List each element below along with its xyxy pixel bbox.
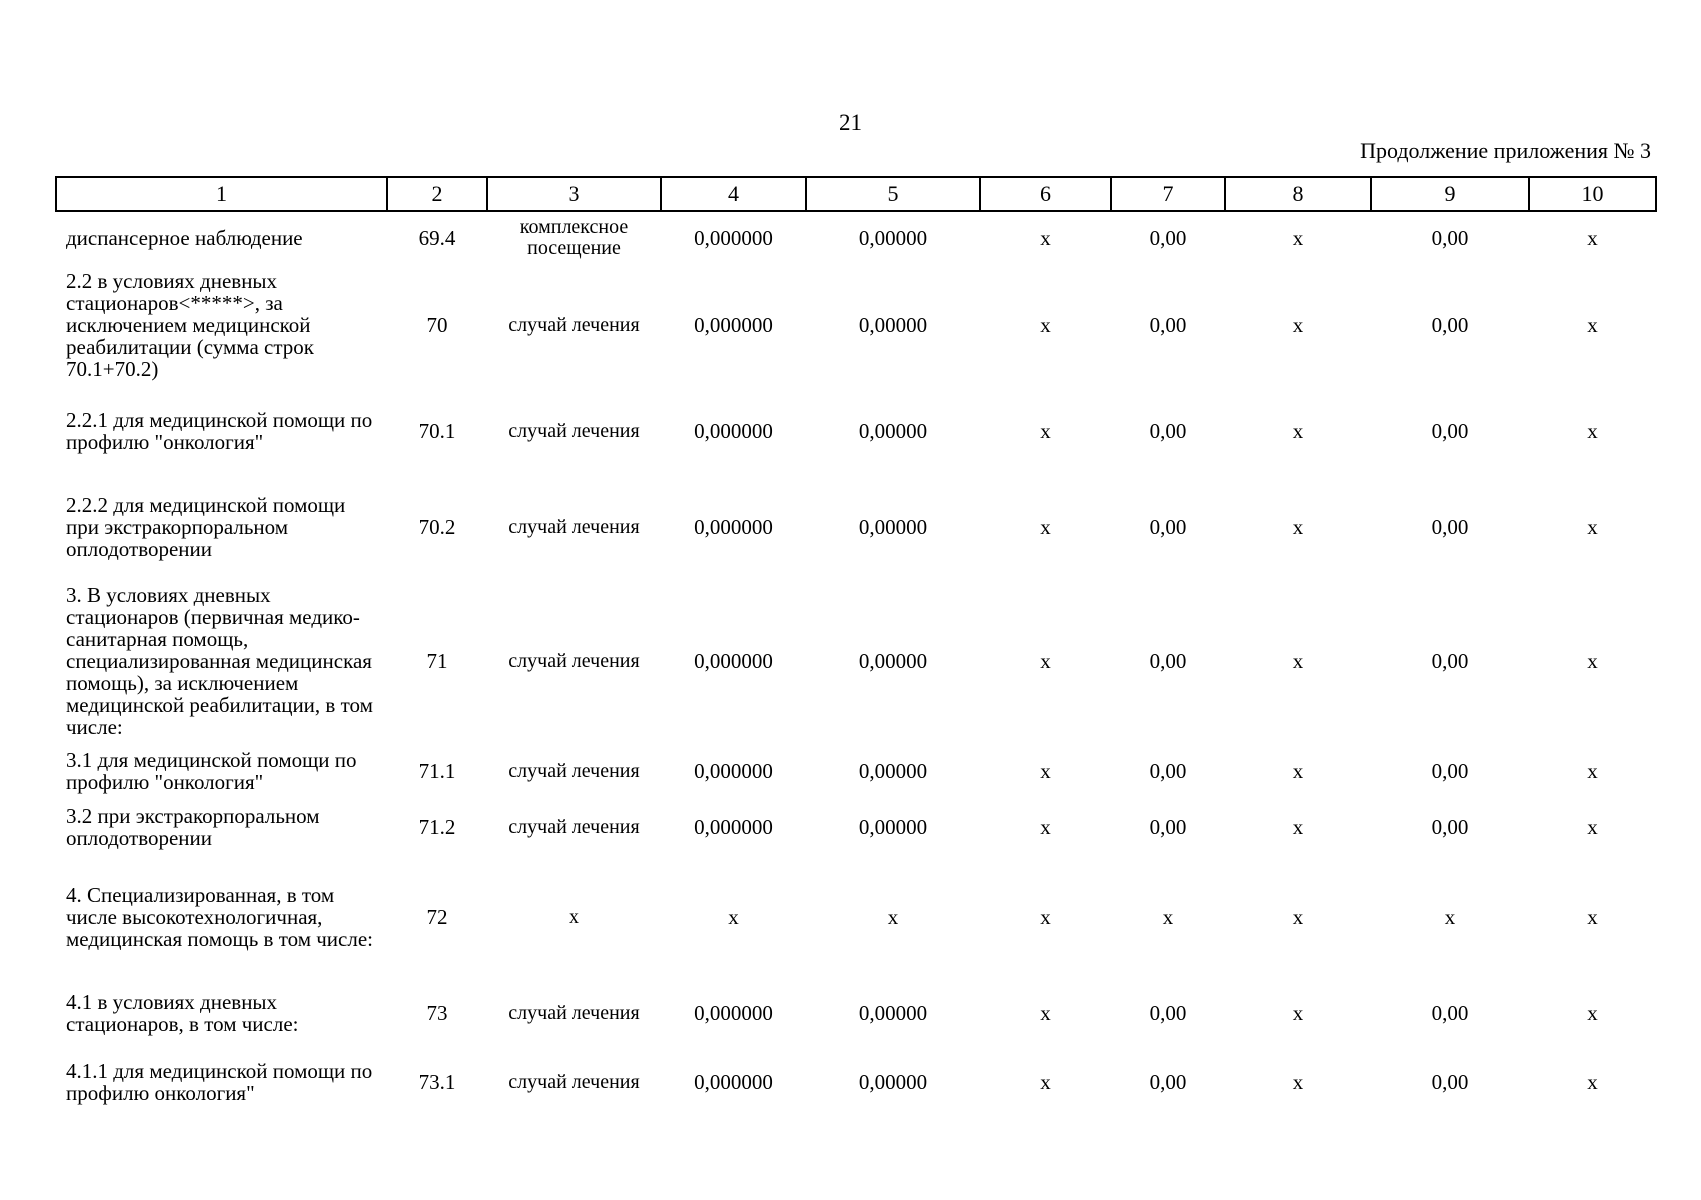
cell-col4: 0,000000 (694, 1070, 773, 1094)
row-unit: x (569, 905, 579, 928)
cell-col10: x (1587, 649, 1598, 673)
cell-col8: x (1292, 815, 1304, 839)
cell-col4: 0,000000 (694, 815, 773, 839)
cell-col4: 0,000000 (694, 419, 773, 443)
cell-col10: x (1587, 1001, 1598, 1025)
cell-col8: x (1292, 1070, 1304, 1094)
table-row (56, 211, 1656, 263)
cell-col7: 0,00 (1149, 815, 1187, 839)
cell-col6: x (1040, 905, 1051, 929)
cell-col4: 0,000000 (694, 1001, 773, 1025)
row-code: 73 (426, 1001, 448, 1025)
row-unit: случай лечения (508, 419, 640, 442)
cell-col8: x (1292, 905, 1304, 929)
row-description: 2.2 в условиях дневных стационаров<*****>, за исключением медицинской реабилитации (сумма строк 70.1+70.2) (66, 269, 314, 381)
row-unit: случай лечения (508, 759, 640, 782)
cell-col7: 0,00 (1149, 759, 1187, 783)
cell-col10: x (1587, 313, 1598, 337)
row-description: 3. В условиях дневных стационаров (первичная медико-санитарная помощь, специализированная медицинская помощь), за исключением медицинской реабилитации, в том числе: (66, 583, 373, 739)
cell-col7: 0,00 (1149, 313, 1187, 337)
row-unit: случай лечения (508, 313, 640, 336)
table-row (56, 855, 1656, 979)
cell-col10: x (1587, 905, 1598, 929)
cell-col5: 0,00000 (858, 649, 928, 673)
cell-col10: x (1587, 1070, 1598, 1094)
row-unit: случай лечения (508, 815, 640, 838)
cell-col5: 0,00000 (858, 419, 928, 443)
row-code: 69.4 (418, 225, 456, 250)
column-header: 2 (387, 177, 487, 211)
cell-col5: 0,00000 (858, 815, 928, 839)
cell-col7: 0,00 (1149, 515, 1187, 539)
cell-col5: 0,00000 (858, 759, 928, 783)
cell-col7: 0,00 (1149, 1001, 1187, 1025)
column-header: 10 (1529, 177, 1656, 211)
column-header: 5 (806, 177, 980, 211)
cell-col7: 0,00 (1149, 649, 1187, 673)
cell-col8: x (1292, 515, 1304, 539)
table-row (56, 979, 1656, 1047)
table-body (56, 211, 1656, 1117)
header-row (56, 177, 1656, 211)
cell-col6: x (1040, 1070, 1051, 1094)
cell-col7: x (1162, 905, 1174, 929)
row-code: 70.2 (418, 515, 456, 539)
cell-col8: x (1292, 419, 1304, 443)
cell-col7: 0,00 (1149, 225, 1187, 250)
table-row (56, 475, 1656, 579)
cell-col9: x (1444, 905, 1456, 929)
cell-col6: x (1040, 225, 1051, 250)
row-description: 2.2.2 для медицинской помощи при экстракорпоральном оплодотворении (66, 493, 346, 561)
row-unit: комплексное посещение (519, 215, 629, 259)
cell-col4: x (728, 905, 739, 929)
row-code: 71.2 (418, 815, 456, 839)
row-unit: случай лечения (508, 515, 640, 538)
cell-col8: x (1292, 759, 1304, 783)
row-unit: случай лечения (508, 649, 640, 672)
cell-col6: x (1040, 419, 1051, 443)
row-description: 4. Специализированная, в том числе высокотехнологичная, медицинская помощь в том числе: (66, 883, 373, 951)
cell-col4: 0,000000 (694, 515, 773, 539)
column-header: 1 (56, 177, 387, 211)
cell-col9: 0,00 (1431, 419, 1469, 443)
row-description: 4.1.1 для медицинской помощи по профилю онкология" (66, 1059, 373, 1105)
page-number: 21 (839, 110, 862, 135)
column-header: 6 (980, 177, 1111, 211)
row-code: 71.1 (418, 759, 456, 783)
cell-col9: 0,00 (1431, 313, 1469, 337)
cell-col7: 0,00 (1149, 419, 1187, 443)
cell-col5: 0,00000 (858, 1001, 928, 1025)
cell-col6: x (1040, 759, 1051, 783)
row-code: 70 (426, 313, 448, 337)
cell-col8: x (1292, 225, 1304, 250)
cell-col4: 0,000000 (694, 759, 773, 783)
cell-col6: x (1040, 1001, 1051, 1025)
row-unit: случай лечения (508, 1001, 640, 1024)
cell-col8: x (1292, 313, 1304, 337)
row-description: диспансерное наблюдение (66, 225, 303, 250)
cell-col10: x (1587, 815, 1598, 839)
continuation-label: Продолжение приложения № 3 (1360, 138, 1651, 163)
row-code: 72 (426, 905, 448, 929)
row-description: 4.1 в условиях дневных стационаров, в том числе: (66, 990, 299, 1036)
cell-col5: 0,00000 (858, 313, 928, 337)
cell-col8: x (1292, 649, 1304, 673)
cell-col6: x (1040, 649, 1051, 673)
cell-col9: 0,00 (1431, 1070, 1469, 1094)
cell-col10: x (1587, 515, 1598, 539)
table-row (56, 743, 1656, 799)
cell-col6: x (1040, 815, 1051, 839)
cell-col6: x (1040, 313, 1051, 337)
table-row (56, 1047, 1656, 1117)
table-row (56, 263, 1656, 387)
cell-col7: 0,00 (1149, 1070, 1187, 1094)
row-description: 2.2.1 для медицинской помощи по профилю "онкология" (66, 408, 373, 454)
row-unit: случай лечения (508, 1070, 640, 1093)
cell-col9: 0,00 (1431, 515, 1469, 539)
cell-col10: x (1587, 419, 1598, 443)
row-code: 73.1 (418, 1070, 456, 1094)
cell-col5: 0,00000 (858, 1070, 928, 1094)
cell-col9: 0,00 (1431, 225, 1469, 250)
cell-col5: 0,00000 (858, 225, 928, 250)
table-row (56, 799, 1656, 855)
column-header: 9 (1371, 177, 1529, 211)
cell-col10: x (1587, 759, 1598, 783)
row-code: 70.1 (418, 419, 456, 443)
column-header: 8 (1225, 177, 1371, 211)
cell-col10: x (1587, 225, 1598, 250)
row-code: 71 (426, 649, 448, 673)
cell-col4: 0,000000 (694, 313, 773, 337)
cell-col9: 0,00 (1431, 815, 1469, 839)
column-header: 3 (487, 177, 661, 211)
cell-col5: x (887, 905, 899, 929)
table-row (56, 579, 1656, 743)
cell-col4: 0,000000 (694, 649, 773, 673)
cell-col5: 0,00000 (858, 515, 928, 539)
cell-col8: x (1292, 1001, 1304, 1025)
cell-col9: 0,00 (1431, 759, 1469, 783)
cell-col9: 0,00 (1431, 1001, 1469, 1025)
row-description: 3.1 для медицинской помощи по профилю "онкология" (66, 748, 357, 794)
data-table (55, 176, 1657, 1117)
column-header: 4 (661, 177, 806, 211)
cell-col4: 0,000000 (694, 225, 773, 250)
column-header: 7 (1111, 177, 1225, 211)
cell-col9: 0,00 (1431, 649, 1469, 673)
table-row (56, 387, 1656, 475)
cell-col6: x (1040, 515, 1051, 539)
row-description: 3.2 при экстракорпоральном оплодотворении (66, 804, 320, 850)
